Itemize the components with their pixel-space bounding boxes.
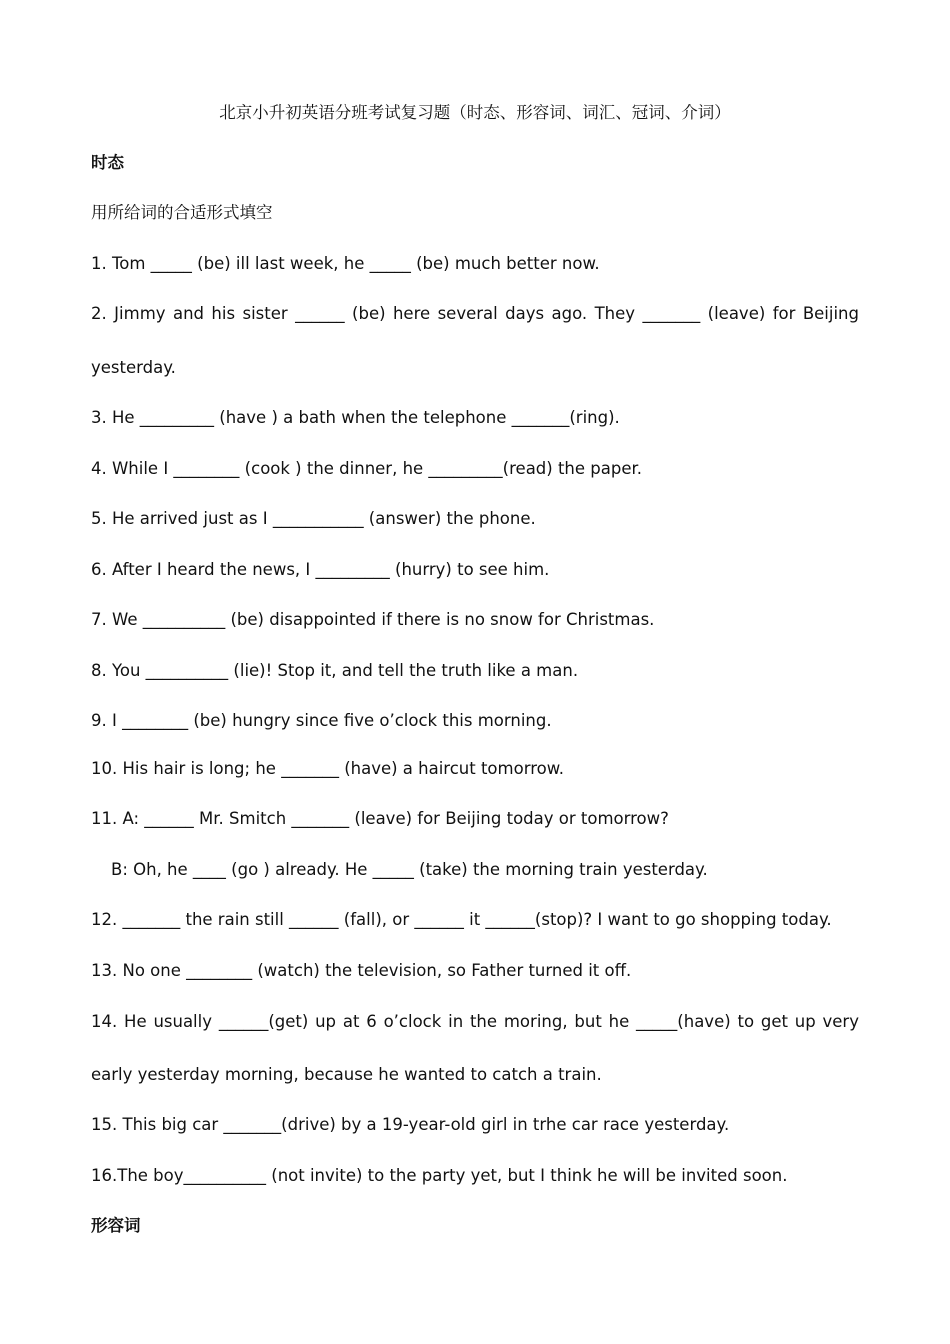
question-1: 1. Tom _____ (be) ill last week, he _____ (be) much better now. xyxy=(91,254,600,273)
exercise-instruction: 用所给词的合适形式填空 xyxy=(91,203,273,222)
document-title: 北京小升初英语分班考试复习题（时态、形容词、词汇、冠词、介词） xyxy=(219,103,731,122)
section-heading-adjective: 形容词 xyxy=(91,1216,141,1235)
question-11b: B: Oh, he ____ (go ) already. He _____ (take) the morning train yesterday. xyxy=(111,860,708,879)
question-13: 13. No one ________ (watch) the television, so Father turned it off. xyxy=(91,961,632,980)
question-4: 4. While I ________ (cook ) the dinner, he _________(read) the paper. xyxy=(91,459,643,478)
question-2-continued: yesterday. xyxy=(91,358,176,377)
question-16: 16.The boy__________ (not invite) to the party yet, but I think he will be invited soon. xyxy=(91,1166,788,1185)
question-6: 6. After I heard the news, I _________ (hurry) to see him. xyxy=(91,560,550,579)
question-11a: 11. A: ______ Mr. Smitch _______ (leave) for Beijing today or tomorrow? xyxy=(91,809,669,828)
question-9: 9. I ________ (be) hungry since five o’clock this morning. xyxy=(91,711,552,730)
question-8: 8. You __________ (lie)! Stop it, and tell the truth like a man. xyxy=(91,661,579,680)
question-14: 14. He usually ______(get) up at 6 o’clock in the moring, but he _____(have) to get up very xyxy=(91,1012,859,1031)
question-15: 15. This big car _______(drive) by a 19-year-old girl in trhe car race yesterday. xyxy=(91,1115,730,1134)
question-7: 7. We __________ (be) disappointed if there is no snow for Christmas. xyxy=(91,610,655,629)
question-2: 2. Jimmy and his sister ______ (be) here several days ago. They _______ (leave) for Beijing xyxy=(91,304,859,323)
question-10: 10. His hair is long; he _______ (have) a haircut tomorrow. xyxy=(91,759,564,778)
question-12: 12. _______ the rain still ______ (fall), or ______ it ______(stop)? I want to go shopping today. xyxy=(91,910,832,929)
section-heading-tense: 时态 xyxy=(91,153,124,172)
question-5: 5. He arrived just as I ___________ (answer) the phone. xyxy=(91,509,536,528)
question-14-continued: early yesterday morning, because he wanted to catch a train. xyxy=(91,1065,602,1084)
question-3: 3. He _________ (have ) a bath when the telephone _______(ring). xyxy=(91,408,620,427)
